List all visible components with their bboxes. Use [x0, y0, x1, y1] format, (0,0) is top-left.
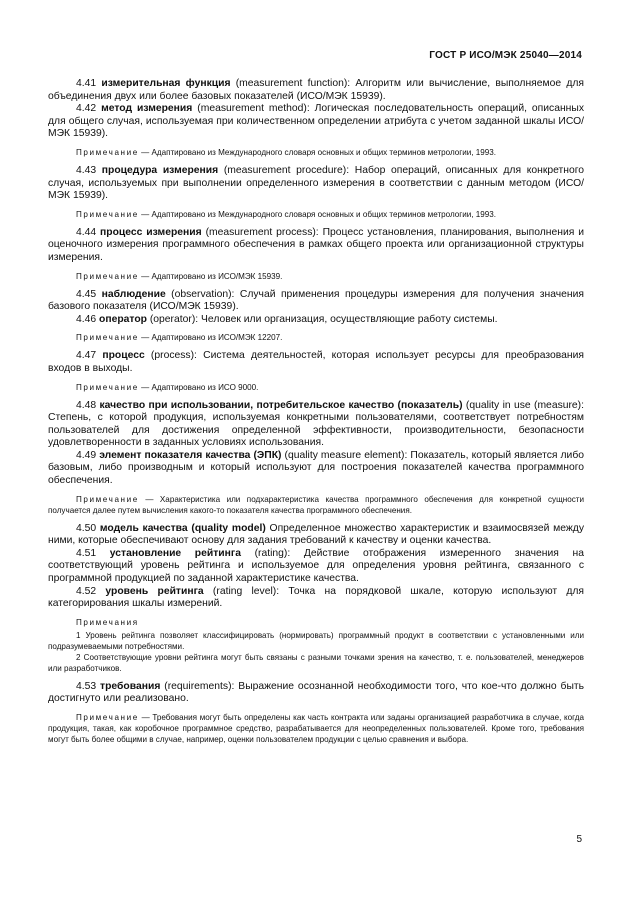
note-text: — Адаптировано из ИСО/МЭК 12207.	[138, 333, 283, 343]
term-name: наблюдение	[101, 288, 166, 300]
term-name: установление рейтинга	[109, 547, 241, 559]
term-entry	[48, 103, 584, 141]
term-name: модель качества (quality model)	[99, 522, 266, 534]
standard-header: ГОСТ Р ИСО/МЭК 25040—2014	[429, 50, 582, 61]
term-number: 4.42	[76, 103, 97, 115]
note-text: — Требования могут быть определены как часть контракта или заданы организацией разработчика в случае, когда продукция, такая, как коробочное программное средство, разрабатывается для неопределенных пользователей. Кроме того, требования могут быть более общими в случае, например, оценки пользователем продукции с целью сравнения и выбора.	[48, 713, 584, 744]
term-definition: (measurement function): Алгоритм или вычисление, выполняемое для объединения двух или более базовых показателей (ИСО/МЭК 15939).	[48, 78, 585, 102]
term-definition: (measurement method): Логическая последовательность операций, описанных для общего случая, используемая при количественном определении атрибута с учетом заданной шкалы ИСО/МЭК 15939).	[48, 103, 585, 140]
note	[48, 147, 584, 158]
term-number: 4.47	[76, 350, 97, 362]
note	[48, 209, 584, 220]
note-text: — Адаптировано из ИСО 9000.	[138, 382, 259, 392]
note-text: — Адаптировано из Международного словаря основных и общих терминов метрологии, 1993.	[138, 209, 497, 219]
term-definition: (requirements): Выражение осознанной необходимости того, что кое-что должно быть достигнуто или реализовано.	[48, 680, 585, 705]
term-name: оператор	[99, 313, 147, 325]
term-entry	[48, 314, 584, 327]
page-number: 5	[576, 834, 582, 845]
note	[48, 382, 584, 393]
term-number: 4.53	[76, 680, 97, 692]
term-number: 4.52	[76, 585, 97, 597]
note	[48, 494, 584, 516]
term-number: 4.51	[76, 547, 97, 559]
note	[48, 332, 584, 343]
note-label: Примечание	[76, 333, 139, 343]
term-name: уровень рейтинга	[105, 585, 204, 597]
note-label: Примечание	[76, 713, 139, 722]
note-label: Примечание	[76, 209, 139, 219]
term-definition: (measurement process): Процесс установления, планирования, выполнения и оценочного измерения программного обеспечения в рамках общего проекта или организационной структуры измерения.	[48, 226, 584, 263]
term-number: 4.44	[76, 226, 97, 238]
term-number: 4.49	[76, 449, 97, 461]
note-item: 2 Соответствующие уровни рейтинга могут быть связаны с разными точками зрения на качество, т. е. пользователей, менеджеров или разработчиков.	[48, 652, 584, 673]
term-definition: (quality in use (measure): Степень, с которой продукция, используемая конкретными пользователями, соответствует потребностям пользователей для достижения определенной эффективности, производительности, безопасности удовлетворенности в заданных условиях использования.	[48, 399, 585, 449]
term-name: процесс измерения	[100, 226, 202, 238]
term-number: 4.46	[76, 313, 97, 325]
term-number: 4.50	[76, 522, 97, 534]
term-name: элемент показателя качества (ЭПК)	[99, 449, 282, 461]
term-definition: (quality measure element): Показатель, который является либо базовым, либо производным и который используют для построения показателей качества программного обеспечения.	[48, 449, 585, 487]
term-entry	[48, 350, 584, 375]
note-item: 1 Уровень рейтинга позволяет классифицировать (нормировать) программный продукт в соответствии с установленными или подразумеваемыми потребностями.	[48, 630, 584, 651]
page-content	[48, 78, 584, 752]
term-entry	[48, 289, 584, 314]
term-definition: Определенное множество характеристик и взаимосвязей между ними, которые обеспечивают основу для задания требований к качеству и оценки качества.	[48, 522, 584, 547]
note-text: — Адаптировано из Международного словаря основных и общих терминов метрологии, 1993.	[138, 147, 497, 157]
term-name: измерительная функция	[101, 78, 231, 89]
term-name: процедура измерения	[101, 164, 219, 176]
term-entry	[48, 548, 584, 586]
note-text: — Характеристика или подхарактеристика качества программного обеспечения для конкретной сущности получается далее путем вычисления какого-то показателя качества программного обеспечения.	[48, 494, 584, 515]
term-name: качество при использовании, потребительское качество (показатель)	[99, 399, 463, 411]
term-definition: (process): Система деятельностей, которая использует ресурсы для преобразования входов в выходы.	[48, 350, 584, 374]
note	[48, 712, 584, 745]
note-label: Примечание	[76, 271, 139, 281]
note	[48, 271, 584, 282]
term-definition: (measurement procedure): Набор операций, описанных для конкретного случая, используемых при выполнении определенного измерения в соответствии с данным методом (ИСО/МЭК 15939).	[48, 164, 585, 202]
term-entry	[48, 450, 584, 488]
term-number: 4.48	[76, 399, 97, 411]
note-text: — Адаптировано из ИСО/МЭК 15939.	[138, 271, 283, 281]
term-name: процесс	[102, 350, 145, 362]
note-label: Примечание	[76, 494, 139, 504]
term-number: 4.41	[76, 78, 97, 89]
term-name: требования	[100, 680, 161, 692]
term-entry	[48, 523, 584, 548]
term-entry	[48, 400, 584, 450]
note-label: Примечание	[76, 382, 139, 392]
term-number: 4.45	[76, 288, 97, 300]
term-name: метод измерения	[101, 103, 193, 115]
term-number: 4.43	[76, 164, 97, 176]
term-definition: (observation): Случай применения процедуры измерения для получения значения базового показателя (ИСО/МЭК 15939).	[48, 288, 584, 313]
term-entry	[48, 681, 584, 706]
note-label: Примечание	[76, 147, 139, 157]
term-entry	[48, 78, 584, 103]
term-definition: (rating level): Точка на порядковой шкале, которую используют для категорирования шкалы измерений.	[48, 585, 585, 610]
term-entry	[48, 586, 584, 611]
term-definition: (operator): Человек или организация, осуществляющие работу системы.	[146, 313, 498, 325]
term-entry	[48, 165, 584, 203]
term-definition: (rating): Действие отображения измеренного значения на соответствующий уровень рейтинга и используемое для определения уровня рейтинга, связанного с программной продукцией по заданной характеристике качества.	[48, 547, 584, 585]
term-entry	[48, 227, 584, 265]
notes-title: Примечания	[76, 617, 139, 627]
